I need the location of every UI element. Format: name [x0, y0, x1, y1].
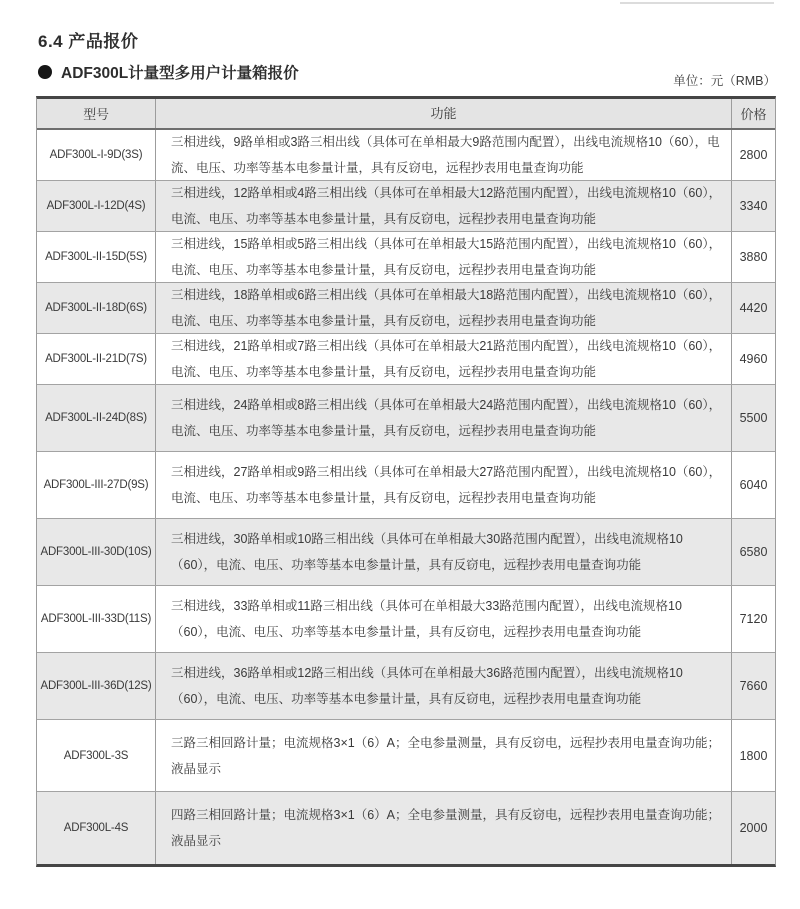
model-cell: ADF300L-4S [37, 792, 156, 864]
function-cell: 三相进线，33路单相或11路三相出线（具体可在单相最大33路范围内配置），出线电流规格10（60），电流、电压、功率等基本电参量计量，具有反窃电，远程抄表用电量查询功能 [156, 586, 732, 652]
table-row [37, 720, 775, 792]
price-cell: 4420 [739, 301, 768, 315]
table-row [37, 653, 775, 720]
price-cell: 2000 [739, 821, 768, 835]
table-row [37, 385, 775, 452]
model-cell: ADF300L-I-9D(3S) [37, 130, 156, 180]
model-cell: ADF300L-III-36D(12S) [37, 653, 156, 719]
price-cell: 7660 [739, 679, 768, 693]
model-cell: ADF300L-3S [37, 720, 156, 791]
page-top-rule [620, 2, 774, 4]
unit-label: 单位：元（RMB） [673, 74, 776, 88]
function-cell: 四路三相回路计量；电流规格3×1（6）A；全电参量测量，具有反窃电，远程抄表用电量查询功能；液晶显示 [156, 792, 732, 864]
model-cell: ADF300L-II-24D(8S) [37, 385, 156, 451]
function-cell: 三相进线，30路单相或10路三相出线（具体可在单相最大30路范围内配置），出线电流规格10（60），电流、电压、功率等基本电参量计量，具有反窃电，远程抄表用电量查询功能 [156, 519, 732, 585]
table-title-row [38, 61, 299, 83]
model-cell: ADF300L-III-30D(10S) [37, 519, 156, 585]
price-cell: 6040 [739, 478, 768, 492]
price-cell: 3880 [739, 250, 768, 264]
table-row [37, 792, 775, 864]
table-row [37, 334, 775, 385]
table-row [37, 130, 775, 181]
table-row [37, 181, 775, 232]
pricing-table [36, 96, 776, 867]
model-cell: ADF300L-III-27D(9S) [37, 452, 156, 518]
function-cell: 三路三相回路计量；电流规格3×1（6）A；全电参量测量，具有反窃电，远程抄表用电量查询功能；液晶显示 [156, 720, 732, 791]
price-cell: 1800 [739, 748, 768, 763]
function-cell: 三相进线，12路单相或4路三相出线（具体可在单相最大12路范围内配置），出线电流规格10（60），电流、电压、功率等基本电参量计量，具有反窃电，远程抄表用电量查询功能 [156, 181, 732, 231]
table-header-row [37, 99, 775, 130]
table-row [37, 519, 775, 586]
table-row [37, 586, 775, 653]
price-cell: 7120 [739, 612, 768, 626]
column-header-function: 功能 [156, 99, 732, 128]
function-cell: 三相进线，9路单相或3路三相出线（具体可在单相最大9路范围内配置），出线电流规格10（60），电流、电压、功率等基本电参量计量，具有反窃电，远程抄表用电量查询功能 [156, 130, 732, 180]
column-header-model: 型号 [37, 99, 156, 128]
model-cell: ADF300L-II-21D(7S) [37, 334, 156, 384]
column-header-price: 价格 [740, 107, 767, 122]
price-cell: 5500 [739, 411, 768, 425]
table-title: ADF300L计量型多用户计量箱报价 [61, 65, 299, 82]
table-row [37, 232, 775, 283]
table-row [37, 283, 775, 334]
model-cell: ADF300L-II-15D(5S) [37, 232, 156, 282]
function-cell: 三相进线，24路单相或8路三相出线（具体可在单相最大24路范围内配置），出线电流规格10（60），电流、电压、功率等基本电参量计量，具有反窃电，远程抄表用电量查询功能 [156, 385, 732, 451]
price-cell: 3340 [739, 199, 768, 213]
function-cell: 三相进线，18路单相或6路三相出线（具体可在单相最大18路范围内配置），出线电流规格10（60），电流、电压、功率等基本电参量计量，具有反窃电，远程抄表用电量查询功能 [156, 283, 732, 333]
function-cell: 三相进线，21路单相或7路三相出线（具体可在单相最大21路范围内配置），出线电流规格10（60），电流、电压、功率等基本电参量计量，具有反窃电，远程抄表用电量查询功能 [156, 334, 732, 384]
section-title: 6.4 产品报价 [38, 32, 139, 51]
function-cell: 三相进线，15路单相或5路三相出线（具体可在单相最大15路范围内配置），出线电流规格10（60），电流、电压、功率等基本电参量计量，具有反窃电，远程抄表用电量查询功能 [156, 232, 732, 282]
bullet-icon [38, 65, 52, 79]
price-cell: 2800 [739, 148, 768, 162]
price-cell: 6580 [739, 545, 768, 559]
price-cell: 4960 [739, 352, 768, 366]
table-row [37, 452, 775, 519]
model-cell: ADF300L-III-33D(11S) [37, 586, 156, 652]
function-cell: 三相进线，27路单相或9路三相出线（具体可在单相最大27路范围内配置），出线电流规格10（60），电流、电压、功率等基本电参量计量，具有反窃电，远程抄表用电量查询功能 [156, 452, 732, 518]
function-cell: 三相进线，36路单相或12路三相出线（具体可在单相最大36路范围内配置），出线电流规格10（60），电流、电压、功率等基本电参量计量，具有反窃电，远程抄表用电量查询功能 [156, 653, 732, 719]
model-cell: ADF300L-I-12D(4S) [37, 181, 156, 231]
model-cell: ADF300L-II-18D(6S) [37, 283, 156, 333]
